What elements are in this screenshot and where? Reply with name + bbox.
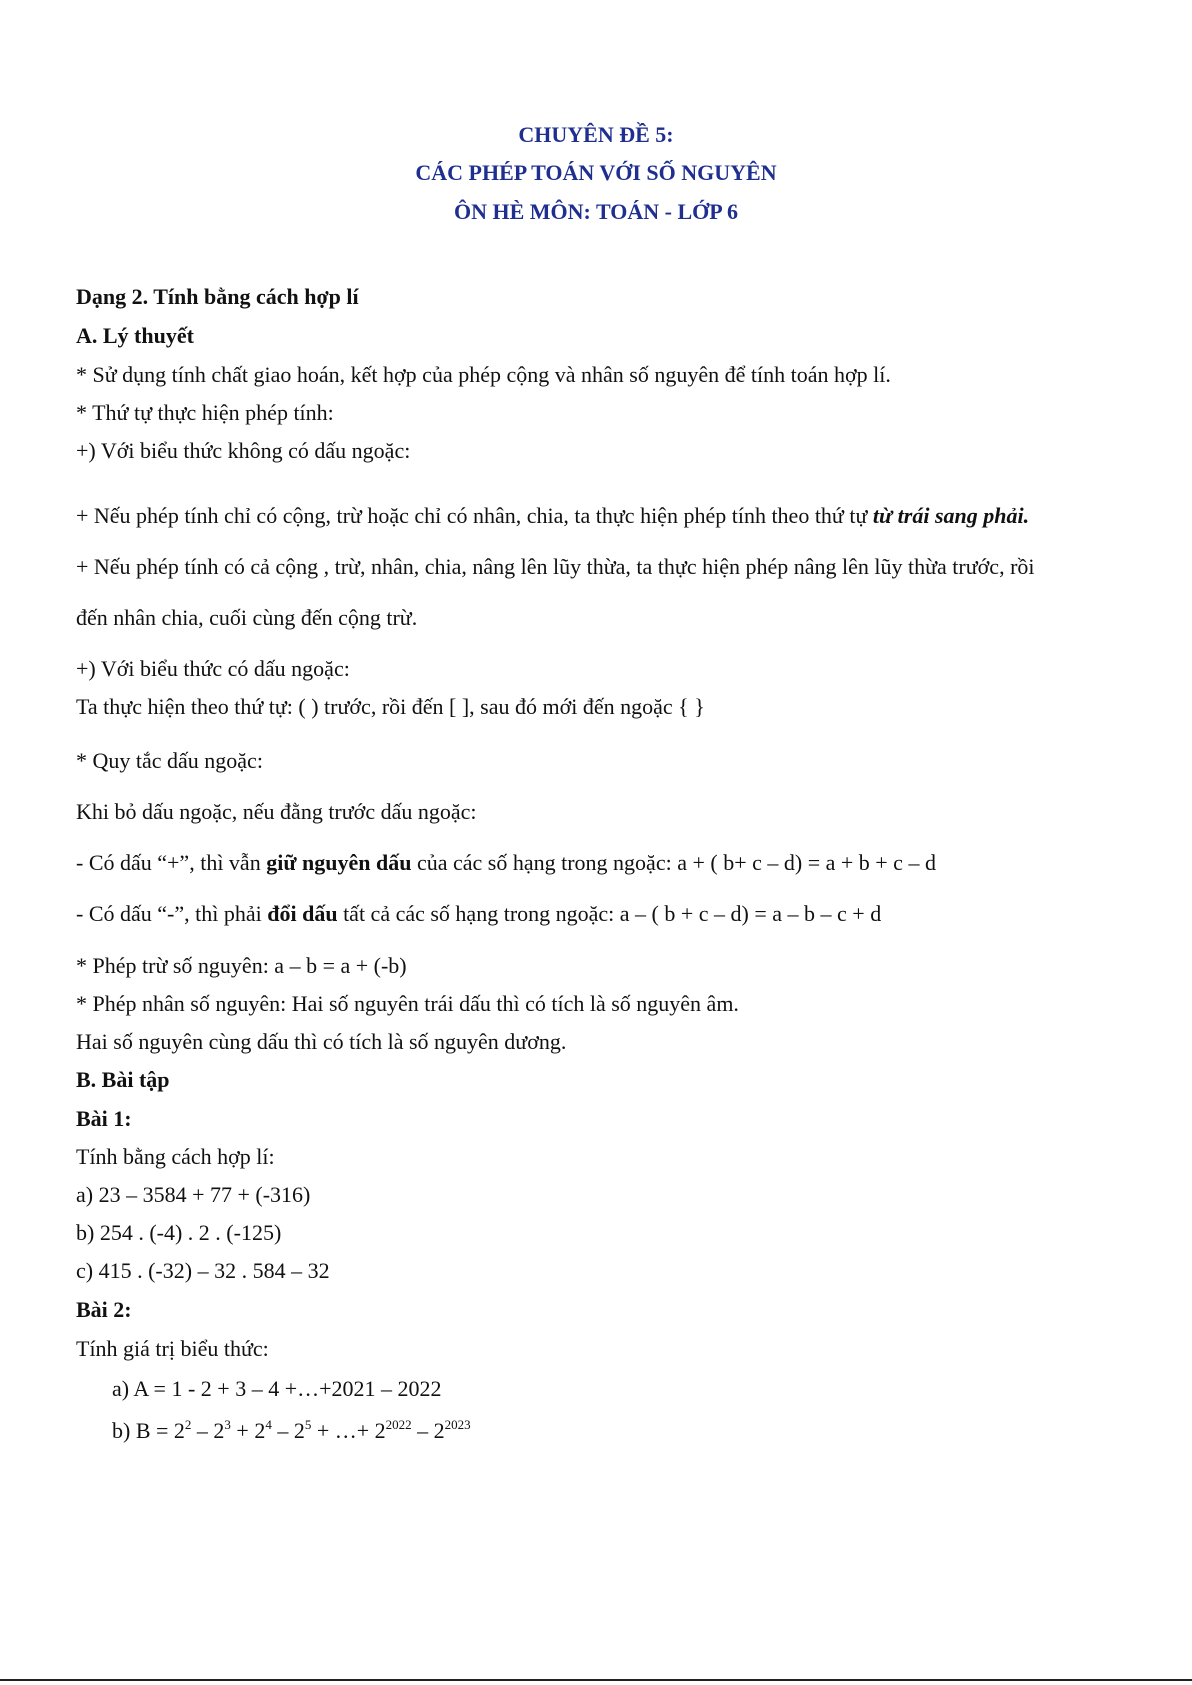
exponent: 2 xyxy=(184,1417,192,1432)
emphasis-text: từ trái sang phải. xyxy=(872,503,1030,528)
text-run: + 2 xyxy=(230,1418,266,1443)
exercise-2-prompt: Tính giá trị biểu thức: xyxy=(76,1336,269,1361)
exercise-item: a) 23 – 3584 + 77 + (-316) xyxy=(76,1182,311,1207)
exercise-1-prompt: Tính bằng cách hợp lí: xyxy=(76,1144,275,1169)
exercise-item: c) 415 . (-32) – 32 . 584 – 32 xyxy=(76,1258,330,1283)
exercises-heading: B. Bài tập xyxy=(76,1067,170,1092)
section-heading: Dạng 2. Tính bằng cách hợp lí xyxy=(76,284,359,309)
text-run: - Có dấu “+”, thì vẫn xyxy=(76,850,267,875)
theory-line: * Quy tắc dấu ngoặc: xyxy=(76,748,263,773)
theory-line: Hai số nguyên cùng dấu thì có tích là số nguyên dương. xyxy=(76,1029,567,1054)
exercise-1-title: Bài 1: xyxy=(76,1106,132,1131)
text-run: b) B = 2 xyxy=(112,1418,185,1443)
theory-heading: A. Lý thuyết xyxy=(76,323,194,348)
theory-line: + Nếu phép tính có cả cộng , trừ, nhân, chia, nâng lên lũy thừa, ta thực hiện phép nâng lên lũy thừa trước, rồi xyxy=(76,554,1035,579)
emphasis-text: đổi dấu xyxy=(267,901,338,926)
theory-line: đến nhân chia, cuối cùng đến cộng trừ. xyxy=(76,605,418,630)
theory-line: +) Với biểu thức có dấu ngoặc: xyxy=(76,656,350,681)
topic-title: CHUYÊN ĐỀ 5: xyxy=(518,122,674,147)
topic-subtitle: CÁC PHÉP TOÁN VỚI SỐ NGUYÊN xyxy=(415,160,777,185)
exercise-item: b) 254 . (-4) . 2 . (-125) xyxy=(76,1220,282,1245)
text-run: – 2 xyxy=(271,1418,305,1443)
theory-line: * Thứ tự thực hiện phép tính: xyxy=(76,400,334,425)
exponent: 2022 xyxy=(385,1417,412,1432)
theory-line xyxy=(76,503,1029,529)
theory-line: * Phép nhân số nguyên: Hai số nguyên trái dấu thì có tích là số nguyên âm. xyxy=(76,991,739,1016)
footer-divider xyxy=(0,1679,1192,1681)
text-run: – 2 xyxy=(411,1418,445,1443)
text-run: + Nếu phép tính chỉ có cộng, trừ hoặc chỉ có nhân, chia, ta thực hiện phép tính theo thứ tự xyxy=(76,503,873,528)
exercise-2-title: Bài 2: xyxy=(76,1297,132,1322)
theory-line: * Sử dụng tính chất giao hoán, kết hợp của phép cộng và nhân số nguyên để tính toán hợp lí. xyxy=(76,362,891,387)
exponent: 4 xyxy=(265,1417,272,1432)
exponent: 3 xyxy=(224,1417,231,1432)
course-title: ÔN HÈ MÔN: TOÁN - LỚP 6 xyxy=(454,199,738,224)
theory-line xyxy=(76,850,936,876)
exercise-item: a) A = 1 - 2 + 3 – 4 +…+2021 – 2022 xyxy=(112,1376,442,1401)
theory-line: +) Với biểu thức không có dấu ngoặc: xyxy=(76,438,411,463)
theory-line: * Phép trừ số nguyên: a – b = a + (-b) xyxy=(76,953,407,978)
text-run: tất cả các số hạng trong ngoặc: a – ( b + c – d) = a – b – c + d xyxy=(337,901,882,926)
text-run: – 2 xyxy=(191,1418,225,1443)
theory-line xyxy=(76,901,881,927)
emphasis-text: giữ nguyên dấu xyxy=(266,850,412,875)
exponent: 2023 xyxy=(444,1417,471,1432)
exercise-item-power-expression xyxy=(112,1418,471,1444)
text-run: + …+ 2 xyxy=(311,1418,386,1443)
theory-line: Khi bỏ dấu ngoặc, nếu đằng trước dấu ngoặc: xyxy=(76,799,477,824)
exponent: 5 xyxy=(304,1417,312,1432)
text-run: - Có dấu “-”, thì phải xyxy=(76,901,268,926)
theory-line: Ta thực hiện theo thứ tự: ( ) trước, rồi đến [ ], sau đó mới đến ngoặc { } xyxy=(76,694,705,719)
text-run: của các số hạng trong ngoặc: a + ( b+ c – d) = a + b + c – d xyxy=(411,850,936,875)
